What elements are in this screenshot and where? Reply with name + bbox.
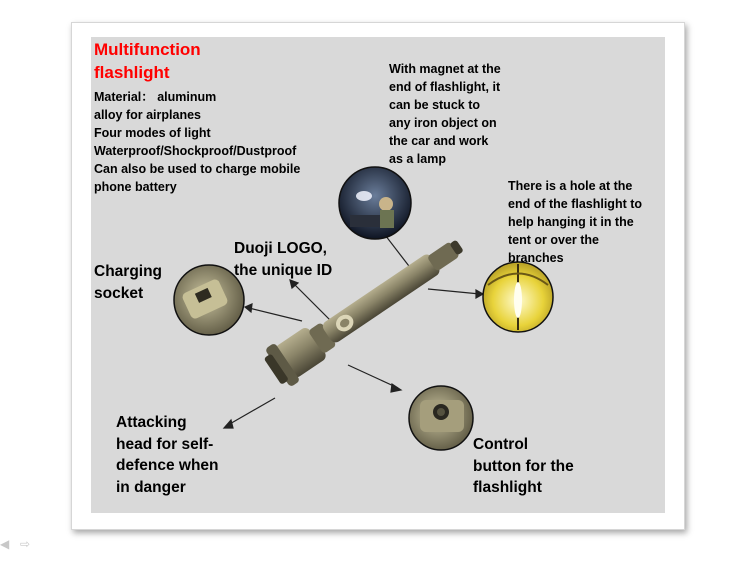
callout-control-button: Control button for the flashlight xyxy=(473,436,574,496)
arrow-left-icon[interactable]: ◀ xyxy=(0,537,10,551)
spec-line: Four modes of light xyxy=(94,126,211,140)
control-button-image xyxy=(409,386,473,450)
spec-line: Waterproof/Shockproof/Dustproof xyxy=(94,144,297,158)
arrow-right-icon[interactable]: ⇨ xyxy=(20,537,31,551)
spec-line: phone battery xyxy=(94,180,177,194)
spec-line: Can also be used to charge mobile xyxy=(94,162,301,176)
spec-line: alloy for airplanes xyxy=(94,108,201,122)
callout-hanging-hole: There is a hole at the end of the flashlight to help hanging it in the tent or over the branches xyxy=(508,179,643,265)
spec-list xyxy=(94,88,300,196)
callout-logo: Duoji LOGO, the unique ID xyxy=(234,240,333,279)
magnet-demo-image xyxy=(339,167,411,239)
slide-title: Multifunction flashlight xyxy=(94,40,201,82)
callout-attacking-head: Attacking head for self- defence when in danger xyxy=(116,414,219,496)
callout-charging-socket: Charging socket xyxy=(94,263,163,302)
spec-line: Material： aluminum xyxy=(94,90,217,104)
callout-magnet: With magnet at the end of flashlight, it can be stuck to any iron object on the car and work as a lamp xyxy=(389,62,501,166)
hanging-demo-image xyxy=(483,262,553,332)
